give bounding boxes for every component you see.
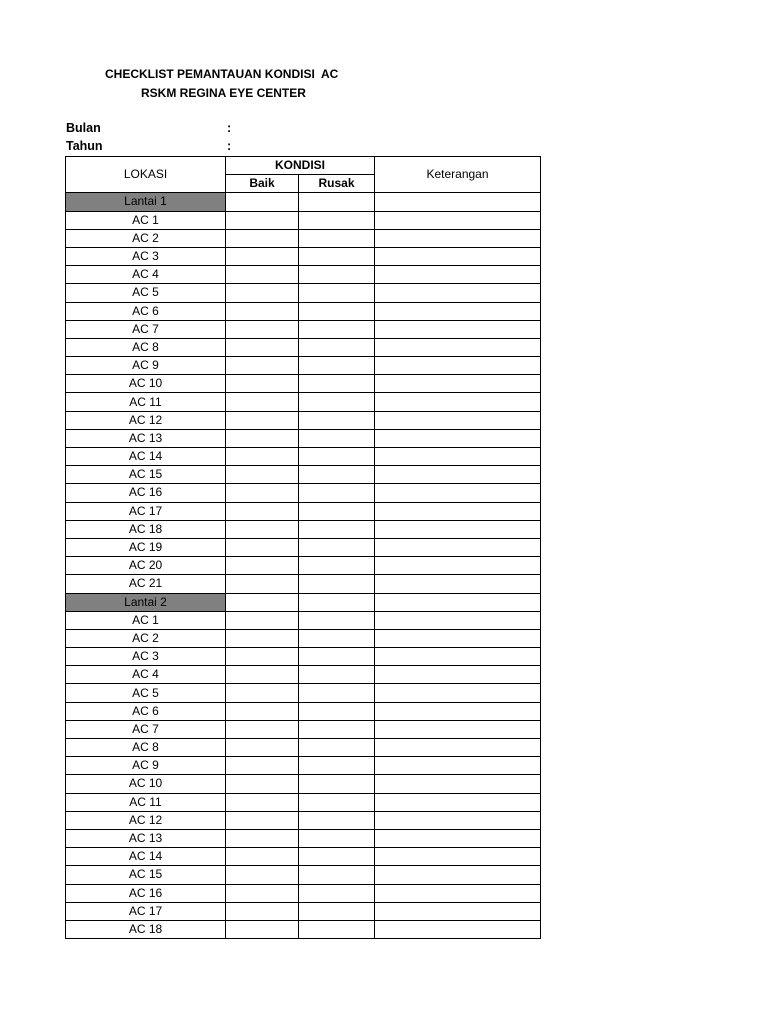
baik-cell[interactable]: [226, 284, 299, 302]
table-row: [66, 338, 541, 356]
table-row: [66, 448, 541, 466]
tahun-label: Tahun: [66, 139, 103, 153]
rusak-cell[interactable]: [299, 448, 375, 466]
table-row: [66, 538, 541, 556]
table-row: [66, 866, 541, 884]
keterangan-cell[interactable]: [375, 666, 541, 684]
rusak-cell[interactable]: [299, 702, 375, 720]
rusak-cell[interactable]: [299, 484, 375, 502]
rusak-cell[interactable]: [299, 593, 375, 611]
keterangan-cell[interactable]: [375, 884, 541, 902]
rusak-cell[interactable]: [299, 775, 375, 793]
baik-cell[interactable]: [226, 448, 299, 466]
keterangan-cell[interactable]: [375, 229, 541, 247]
keterangan-cell[interactable]: [375, 247, 541, 265]
rusak-cell[interactable]: [299, 466, 375, 484]
floor-row: [66, 193, 541, 211]
baik-cell[interactable]: [226, 629, 299, 647]
keterangan-cell[interactable]: [375, 375, 541, 393]
floor-row: [66, 593, 541, 611]
rusak-cell[interactable]: [299, 611, 375, 629]
baik-cell[interactable]: [226, 357, 299, 375]
lokasi-cell: AC 4: [66, 266, 226, 284]
baik-cell[interactable]: [226, 757, 299, 775]
lokasi-cell: AC 1: [66, 211, 226, 229]
keterangan-cell[interactable]: [375, 320, 541, 338]
table-row: [66, 247, 541, 265]
header-lokasi: LOKASI: [66, 157, 226, 193]
lokasi-cell: AC 7: [66, 720, 226, 738]
lokasi-cell: AC 6: [66, 702, 226, 720]
baik-cell[interactable]: [226, 557, 299, 575]
lokasi-cell: AC 17: [66, 902, 226, 920]
document-subtitle: RSKM REGINA EYE CENTER: [141, 86, 306, 100]
baik-cell[interactable]: [226, 229, 299, 247]
lokasi-cell: AC 16: [66, 484, 226, 502]
keterangan-cell[interactable]: [375, 411, 541, 429]
rusak-cell[interactable]: [299, 411, 375, 429]
lokasi-cell: AC 13: [66, 829, 226, 847]
keterangan-cell[interactable]: [375, 739, 541, 757]
checklist-table: [65, 156, 541, 939]
keterangan-cell[interactable]: [375, 757, 541, 775]
keterangan-cell[interactable]: [375, 193, 541, 211]
lokasi-cell: AC 18: [66, 920, 226, 938]
table-row: [66, 557, 541, 575]
table-row: [66, 229, 541, 247]
baik-cell[interactable]: [226, 375, 299, 393]
lokasi-cell: AC 10: [66, 775, 226, 793]
keterangan-cell[interactable]: [375, 866, 541, 884]
keterangan-cell[interactable]: [375, 811, 541, 829]
rusak-cell[interactable]: [299, 793, 375, 811]
table-row: [66, 829, 541, 847]
baik-cell[interactable]: [226, 775, 299, 793]
rusak-cell[interactable]: [299, 629, 375, 647]
rusak-cell[interactable]: [299, 429, 375, 447]
table-row: [66, 575, 541, 593]
floor-label: Lantai 2: [66, 593, 226, 611]
keterangan-cell[interactable]: [375, 775, 541, 793]
rusak-cell[interactable]: [299, 739, 375, 757]
table-row: [66, 266, 541, 284]
keterangan-cell[interactable]: [375, 211, 541, 229]
baik-cell[interactable]: [226, 720, 299, 738]
keterangan-cell[interactable]: [375, 648, 541, 666]
lokasi-cell: AC 12: [66, 411, 226, 429]
baik-cell[interactable]: [226, 739, 299, 757]
table-row: [66, 484, 541, 502]
lokasi-cell: AC 15: [66, 466, 226, 484]
lokasi-cell: AC 12: [66, 811, 226, 829]
keterangan-cell[interactable]: [375, 448, 541, 466]
rusak-cell[interactable]: [299, 193, 375, 211]
lokasi-cell: AC 16: [66, 884, 226, 902]
table-row: [66, 920, 541, 938]
baik-cell[interactable]: [226, 848, 299, 866]
rusak-cell[interactable]: [299, 375, 375, 393]
keterangan-cell[interactable]: [375, 720, 541, 738]
baik-cell[interactable]: [226, 466, 299, 484]
keterangan-cell[interactable]: [375, 338, 541, 356]
keterangan-cell[interactable]: [375, 848, 541, 866]
keterangan-cell[interactable]: [375, 702, 541, 720]
baik-cell[interactable]: [226, 611, 299, 629]
table-row: [66, 429, 541, 447]
baik-cell[interactable]: [226, 902, 299, 920]
keterangan-cell[interactable]: [375, 520, 541, 538]
lokasi-cell: AC 11: [66, 793, 226, 811]
baik-cell[interactable]: [226, 666, 299, 684]
baik-cell[interactable]: [226, 829, 299, 847]
table-row: [66, 375, 541, 393]
lokasi-cell: AC 2: [66, 229, 226, 247]
lokasi-cell: AC 4: [66, 666, 226, 684]
lokasi-cell: AC 1: [66, 611, 226, 629]
baik-cell[interactable]: [226, 866, 299, 884]
rusak-cell[interactable]: [299, 520, 375, 538]
keterangan-cell[interactable]: [375, 575, 541, 593]
rusak-cell[interactable]: [299, 884, 375, 902]
keterangan-cell[interactable]: [375, 920, 541, 938]
table-row: [66, 902, 541, 920]
rusak-cell[interactable]: [299, 502, 375, 520]
lokasi-cell: AC 10: [66, 375, 226, 393]
rusak-cell[interactable]: [299, 320, 375, 338]
rusak-cell[interactable]: [299, 393, 375, 411]
baik-cell[interactable]: [226, 538, 299, 556]
rusak-cell[interactable]: [299, 302, 375, 320]
lokasi-cell: AC 8: [66, 739, 226, 757]
bulan-colon: :: [227, 121, 232, 135]
rusak-cell[interactable]: [299, 538, 375, 556]
table-row: [66, 411, 541, 429]
rusak-cell[interactable]: [299, 229, 375, 247]
baik-cell[interactable]: [226, 247, 299, 265]
lokasi-cell: AC 18: [66, 520, 226, 538]
header-keterangan: Keterangan: [375, 157, 541, 193]
baik-cell[interactable]: [226, 520, 299, 538]
lokasi-cell: AC 7: [66, 320, 226, 338]
baik-cell[interactable]: [226, 320, 299, 338]
table-row: [66, 811, 541, 829]
lokasi-cell: AC 2: [66, 629, 226, 647]
baik-cell[interactable]: [226, 429, 299, 447]
table-row: [66, 757, 541, 775]
baik-cell[interactable]: [226, 411, 299, 429]
lokasi-cell: AC 8: [66, 338, 226, 356]
keterangan-cell[interactable]: [375, 829, 541, 847]
table-row: [66, 739, 541, 757]
rusak-cell[interactable]: [299, 648, 375, 666]
keterangan-cell[interactable]: [375, 593, 541, 611]
lokasi-cell: AC 17: [66, 502, 226, 520]
table-row: [66, 211, 541, 229]
keterangan-cell[interactable]: [375, 557, 541, 575]
keterangan-cell[interactable]: [375, 502, 541, 520]
rusak-cell[interactable]: [299, 684, 375, 702]
lokasi-cell: AC 14: [66, 448, 226, 466]
rusak-cell[interactable]: [299, 720, 375, 738]
rusak-cell[interactable]: [299, 757, 375, 775]
lokasi-cell: AC 15: [66, 866, 226, 884]
baik-cell[interactable]: [226, 393, 299, 411]
rusak-cell[interactable]: [299, 866, 375, 884]
lokasi-cell: AC 20: [66, 557, 226, 575]
keterangan-cell[interactable]: [375, 538, 541, 556]
rusak-cell[interactable]: [299, 284, 375, 302]
floor-label: Lantai 1: [66, 193, 226, 211]
tahun-colon: :: [227, 139, 232, 153]
rusak-cell[interactable]: [299, 920, 375, 938]
table-row: [66, 648, 541, 666]
table-row: [66, 666, 541, 684]
header-rusak: Rusak: [299, 175, 375, 193]
rusak-cell[interactable]: [299, 829, 375, 847]
baik-cell[interactable]: [226, 266, 299, 284]
table-row: [66, 720, 541, 738]
baik-cell[interactable]: [226, 338, 299, 356]
keterangan-cell[interactable]: [375, 611, 541, 629]
baik-cell[interactable]: [226, 648, 299, 666]
rusak-cell[interactable]: [299, 211, 375, 229]
bulan-label: Bulan: [66, 121, 101, 135]
lokasi-cell: AC 9: [66, 757, 226, 775]
table-row: [66, 702, 541, 720]
baik-cell[interactable]: [226, 484, 299, 502]
table-row: [66, 629, 541, 647]
table-row: [66, 884, 541, 902]
rusak-cell[interactable]: [299, 557, 375, 575]
header-baik: Baik: [226, 175, 299, 193]
rusak-cell[interactable]: [299, 575, 375, 593]
table-row: [66, 611, 541, 629]
baik-cell[interactable]: [226, 575, 299, 593]
baik-cell[interactable]: [226, 593, 299, 611]
lokasi-cell: AC 3: [66, 247, 226, 265]
baik-cell[interactable]: [226, 884, 299, 902]
table-row: [66, 320, 541, 338]
keterangan-cell[interactable]: [375, 266, 541, 284]
lokasi-cell: AC 9: [66, 357, 226, 375]
rusak-cell[interactable]: [299, 666, 375, 684]
baik-cell[interactable]: [226, 920, 299, 938]
keterangan-cell[interactable]: [375, 429, 541, 447]
document-title: CHECKLIST PEMANTAUAN KONDISI AC: [105, 67, 339, 81]
keterangan-cell[interactable]: [375, 393, 541, 411]
lokasi-cell: AC 19: [66, 538, 226, 556]
baik-cell[interactable]: [226, 684, 299, 702]
table-row: [66, 393, 541, 411]
baik-cell[interactable]: [226, 302, 299, 320]
rusak-cell[interactable]: [299, 902, 375, 920]
table-row: [66, 520, 541, 538]
keterangan-cell[interactable]: [375, 284, 541, 302]
rusak-cell[interactable]: [299, 266, 375, 284]
table-row: [66, 793, 541, 811]
table-row: [66, 357, 541, 375]
lokasi-cell: AC 14: [66, 848, 226, 866]
lokasi-cell: AC 5: [66, 684, 226, 702]
baik-cell[interactable]: [226, 793, 299, 811]
header-kondisi: KONDISI: [226, 157, 375, 175]
baik-cell[interactable]: [226, 211, 299, 229]
table-row: [66, 284, 541, 302]
table-row: [66, 775, 541, 793]
baik-cell[interactable]: [226, 193, 299, 211]
baik-cell[interactable]: [226, 502, 299, 520]
keterangan-cell[interactable]: [375, 902, 541, 920]
table-row: [66, 466, 541, 484]
lokasi-cell: AC 6: [66, 302, 226, 320]
lokasi-cell: AC 13: [66, 429, 226, 447]
rusak-cell[interactable]: [299, 848, 375, 866]
table-body: [66, 193, 541, 939]
keterangan-cell[interactable]: [375, 302, 541, 320]
keterangan-cell[interactable]: [375, 484, 541, 502]
lokasi-cell: AC 5: [66, 284, 226, 302]
lokasi-cell: AC 21: [66, 575, 226, 593]
baik-cell[interactable]: [226, 811, 299, 829]
keterangan-cell[interactable]: [375, 684, 541, 702]
baik-cell[interactable]: [226, 702, 299, 720]
rusak-cell[interactable]: [299, 357, 375, 375]
table-row: [66, 684, 541, 702]
lokasi-cell: AC 11: [66, 393, 226, 411]
rusak-cell[interactable]: [299, 338, 375, 356]
keterangan-cell[interactable]: [375, 629, 541, 647]
keterangan-cell[interactable]: [375, 793, 541, 811]
table-row: [66, 502, 541, 520]
table-row: [66, 302, 541, 320]
rusak-cell[interactable]: [299, 247, 375, 265]
lokasi-cell: AC 3: [66, 648, 226, 666]
rusak-cell[interactable]: [299, 811, 375, 829]
table-row: [66, 848, 541, 866]
keterangan-cell[interactable]: [375, 466, 541, 484]
keterangan-cell[interactable]: [375, 357, 541, 375]
